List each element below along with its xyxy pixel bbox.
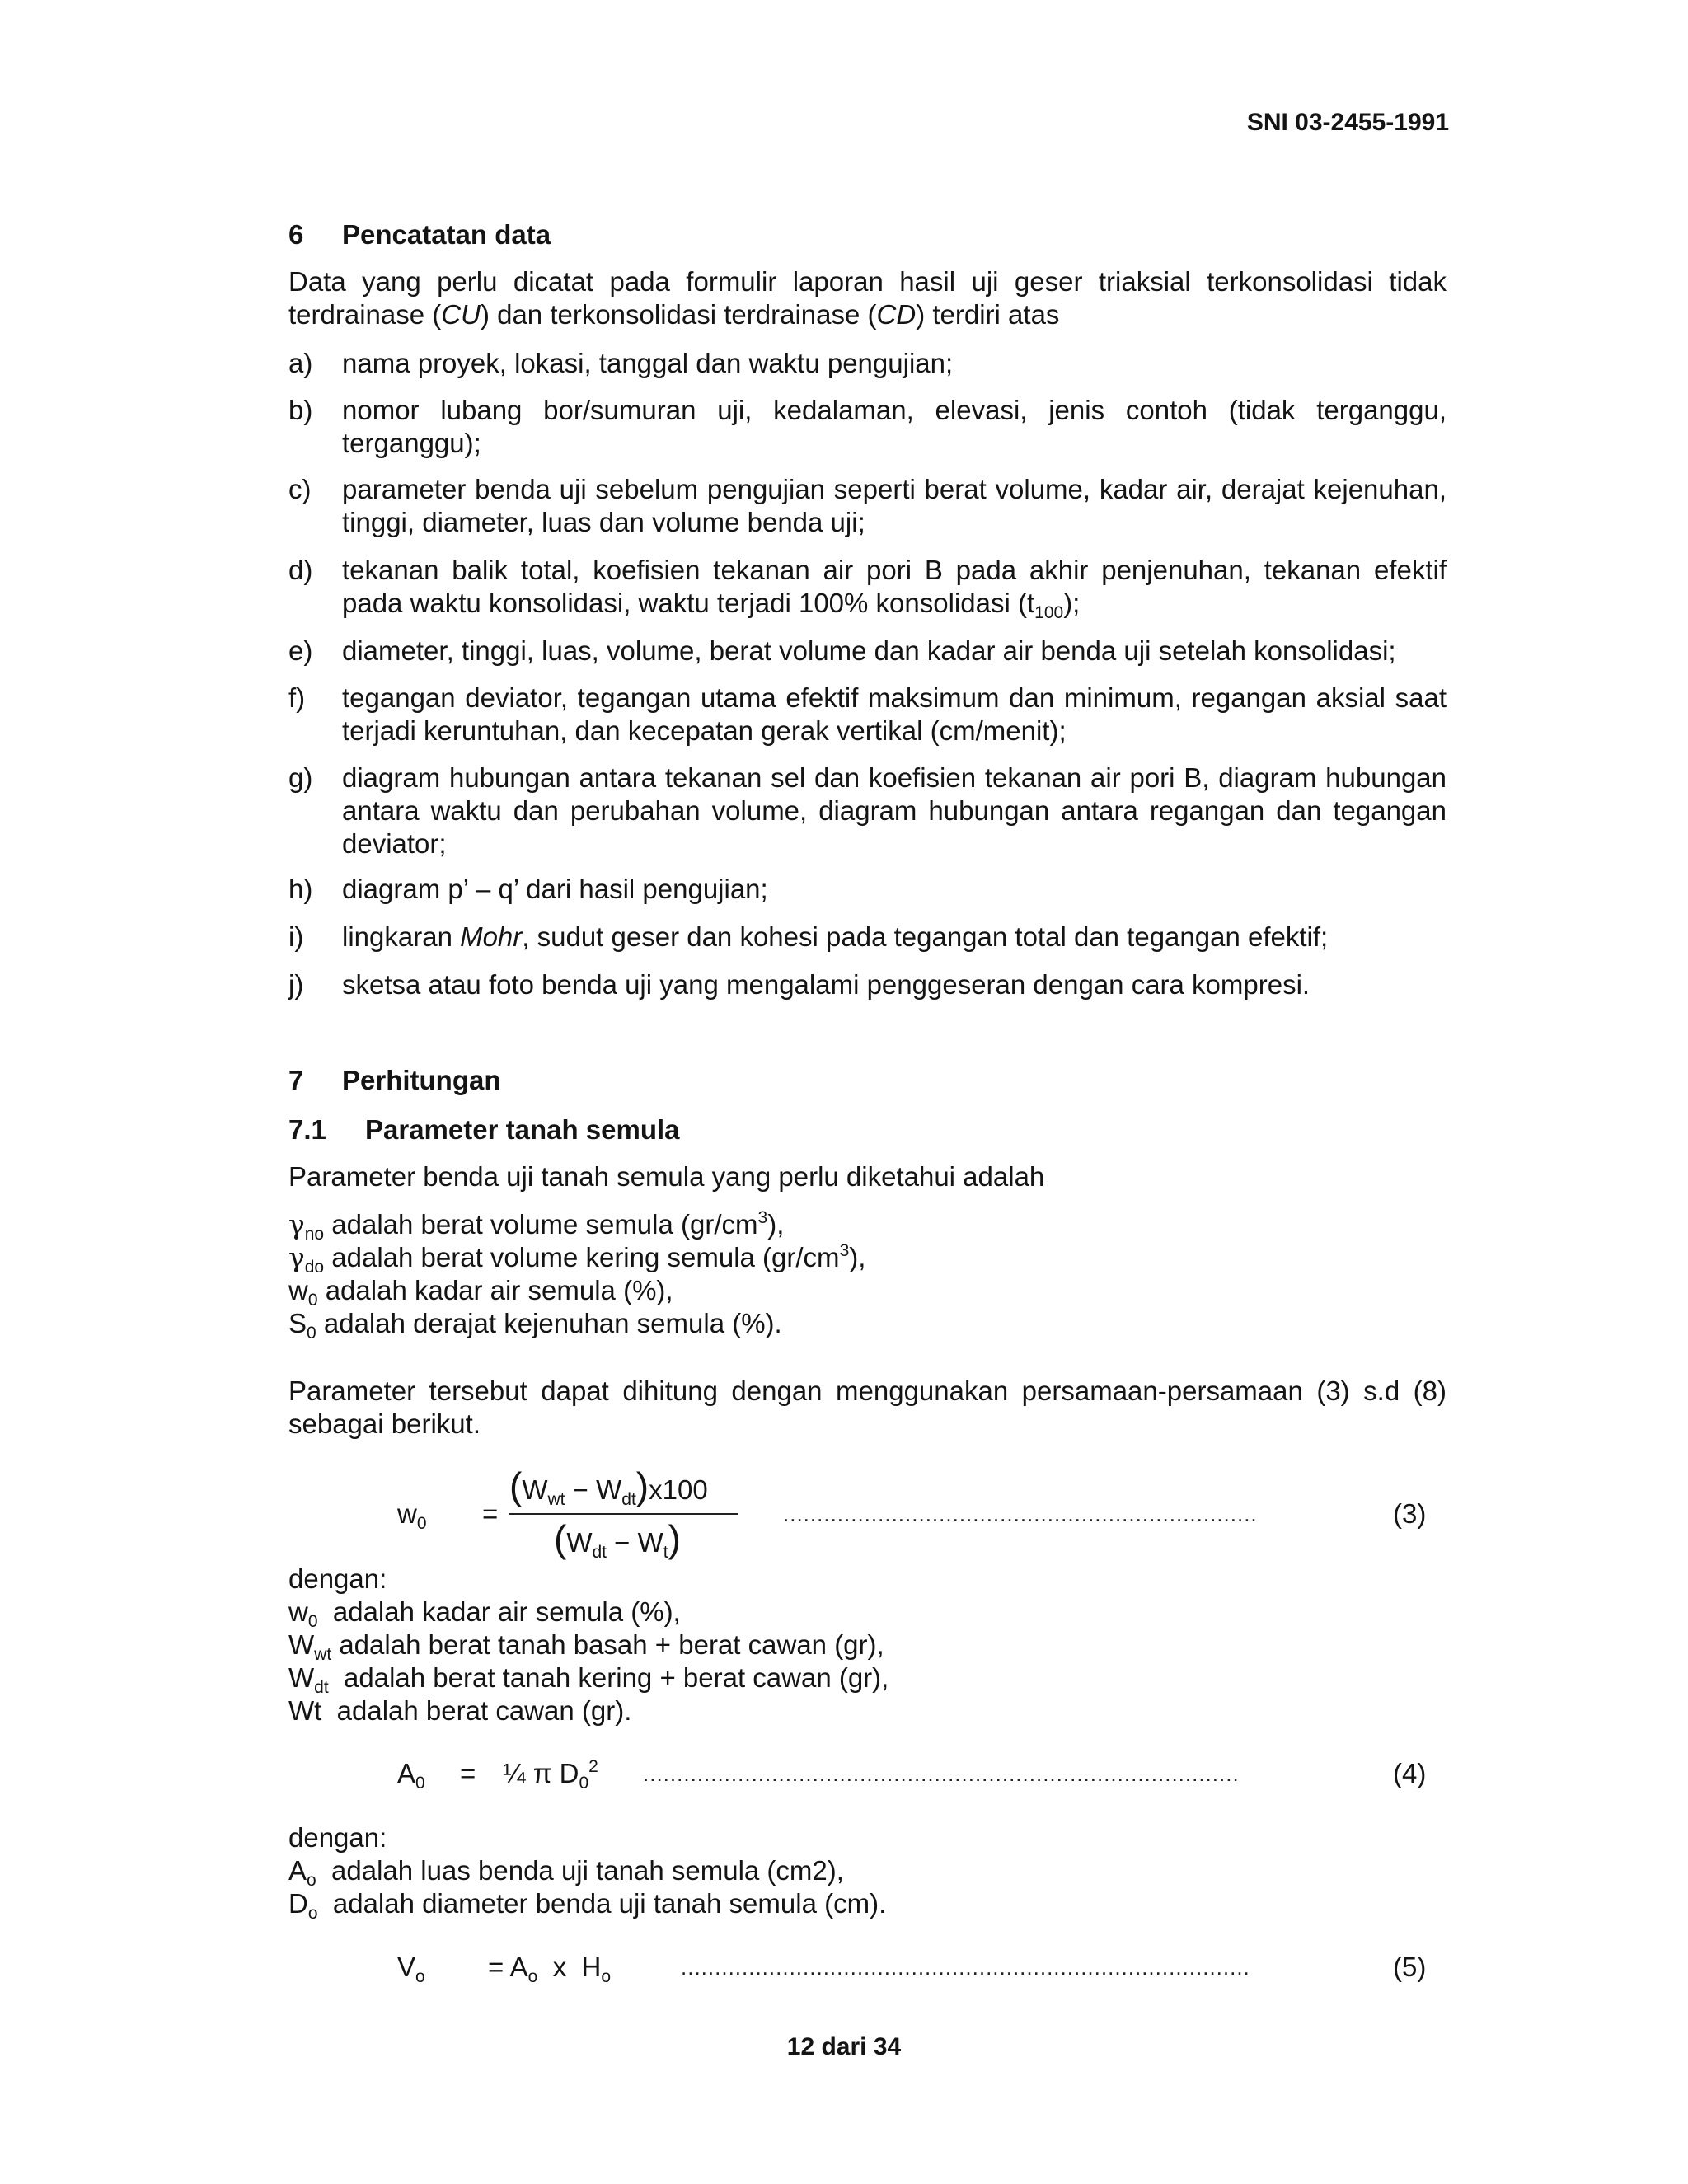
equation-4-leader: ........................................................................................ bbox=[643, 1761, 1240, 1786]
section-7-intro: Parameter benda uji tanah semula yang perlu diketahui adalah bbox=[288, 1161, 1045, 1192]
list-item-label: c) bbox=[288, 474, 312, 504]
list-item: diameter, tinggi, luas, volume, berat volume dan kadar air benda uji setelah konsolidasi; bbox=[342, 635, 1396, 666]
list-item-label: i) bbox=[288, 921, 304, 952]
equation-5-leader: .................................................................................... bbox=[681, 1955, 1250, 1980]
equation-4-equals: = bbox=[460, 1758, 476, 1788]
subsection-7-1-number: 7.1 bbox=[288, 1114, 326, 1145]
definition-line: Wt adalah berat cawan (gr). bbox=[288, 1695, 632, 1726]
list-item: lingkaran Mohr, sudut geser dan kohesi pada tegangan total dan tegangan efektif; bbox=[342, 921, 1329, 952]
equation-3-fraction-bar bbox=[509, 1513, 738, 1515]
list-item-label: e) bbox=[288, 635, 313, 666]
list-item: diagram p’ – q’ dari hasil pengujian; bbox=[342, 874, 768, 904]
definition-line: $W_{dt}$ adalah berat tanah kering + berat cawan (gr), bbox=[288, 1662, 889, 1697]
equation-4-lhs: $A_0$ bbox=[397, 1758, 425, 1793]
definition-line: $A_o$ adalah luas benda uji tanah semula (cm2), bbox=[288, 1855, 844, 1890]
list-item: tekanan balik total, koefisien tekanan air pori B pada akhir penjenuhan, tekanan efektif pada waktu konsolidasi, waktu terjadi 100% konsolidasi $(t_{100})$; bbox=[342, 555, 1447, 622]
list-item: tegangan deviator, tegangan utama efektif maksimum dan minimum, regangan aksial saat terjadi keruntuhan, dan kecepatan gerak vertikal (cm/menit); bbox=[342, 682, 1447, 746]
list-item: nomor lubang bor/sumuran uji, kedalaman, elevasi, jenis contoh (tidak terganggu, terganggu); bbox=[342, 395, 1447, 458]
equation-5-lhs: $V_o$ bbox=[397, 1952, 425, 1986]
list-item-label: f) bbox=[288, 682, 306, 713]
list-item-label: b) bbox=[288, 395, 313, 425]
document-code: SNI 03-2455-1991 bbox=[1246, 109, 1449, 136]
dengan-label: dengan: bbox=[288, 1822, 387, 1853]
list-item-label: h) bbox=[288, 874, 313, 904]
parameter-line: $\gamma_{do}$ adalah berat volume kering semula $(gr/cm^3)$, bbox=[288, 1241, 866, 1277]
equation-4-number: (4) bbox=[1393, 1758, 1427, 1788]
equation-5-number: (5) bbox=[1393, 1952, 1427, 1982]
section-6-intro: Data yang perlu dicatat pada formulir laporan hasil uji geser triaksial terkonsolidasi tidak terdrainase (CU) dan terkonsolidasi terdrainase (CD) terdiri atas bbox=[288, 266, 1447, 330]
list-item: parameter benda uji sebelum pengujian seperti berat volume, kadar air, derajat kejenuhan, tinggi, diameter, luas dan volume benda uji; bbox=[342, 474, 1447, 537]
dengan-label: dengan: bbox=[288, 1563, 387, 1594]
page-number: 12 dari 34 bbox=[786, 2033, 902, 2060]
list-item-label: j) bbox=[288, 969, 304, 1000]
list-item: diagram hubungan antara tekanan sel dan koefisien tekanan air pori B, diagram hubungan antara waktu dan perubahan volume, diagram hubungan antara regangan dan tegangan deviator; bbox=[342, 762, 1447, 859]
parameter-line: $\gamma_{no}$ adalah berat volume semula $(gr/cm^3)$, bbox=[288, 1208, 785, 1244]
definition-line: $D_o$ adalah diameter benda uji tanah semula (cm). bbox=[288, 1888, 887, 1923]
list-item-label: a) bbox=[288, 348, 313, 378]
equation-5-rhs: = $A_o$ x $H_o$ bbox=[488, 1952, 612, 1986]
list-item: nama proyek, lokasi, tanggal dan waktu pengujian; bbox=[342, 348, 954, 378]
equation-3-equals: = bbox=[482, 1498, 499, 1529]
subsection-7-1-title: Parameter tanah semula bbox=[365, 1114, 680, 1145]
list-item-label: d) bbox=[288, 555, 313, 585]
definition-line: $w_0$ adalah kadar air semula (%), bbox=[288, 1596, 681, 1631]
section-6-number: 6 bbox=[288, 219, 304, 250]
list-item: sketsa atau foto benda uji yang mengalami penggeseran dengan cara kompresi. bbox=[342, 969, 1311, 1000]
section-6-title: Pencatatan data bbox=[342, 219, 551, 250]
equation-3-leader: ...................................................................... bbox=[783, 1502, 1258, 1526]
section-7-title: Perhitungan bbox=[342, 1065, 501, 1095]
equation-3-denominator: $(W_{dt} - W_t)$ bbox=[554, 1517, 681, 1562]
section-7-paragraph: Parameter tersebut dapat dihitung dengan menggunakan persamaan-persamaan (3) s.d (8) sebagai berikut. bbox=[288, 1376, 1447, 1439]
section-7-number: 7 bbox=[288, 1065, 304, 1095]
equation-4-rhs: ¼ π $D_0^2$ bbox=[503, 1757, 598, 1793]
equation-3-number: (3) bbox=[1393, 1498, 1427, 1529]
list-item-label: g) bbox=[288, 762, 313, 793]
parameter-line: $w_0$ adalah kadar air semula (%), bbox=[288, 1275, 673, 1310]
parameter-line: $S_0$ adalah derajat kejenuhan semula (%). bbox=[288, 1308, 782, 1343]
equation-3-lhs: $w_0$ bbox=[397, 1498, 427, 1533]
definition-line: $W_{wt}$ adalah berat tanah basah + berat cawan (gr), bbox=[288, 1629, 884, 1664]
equation-3-numerator: $(W_{wt} - W_{dt})x100$ bbox=[509, 1465, 708, 1509]
